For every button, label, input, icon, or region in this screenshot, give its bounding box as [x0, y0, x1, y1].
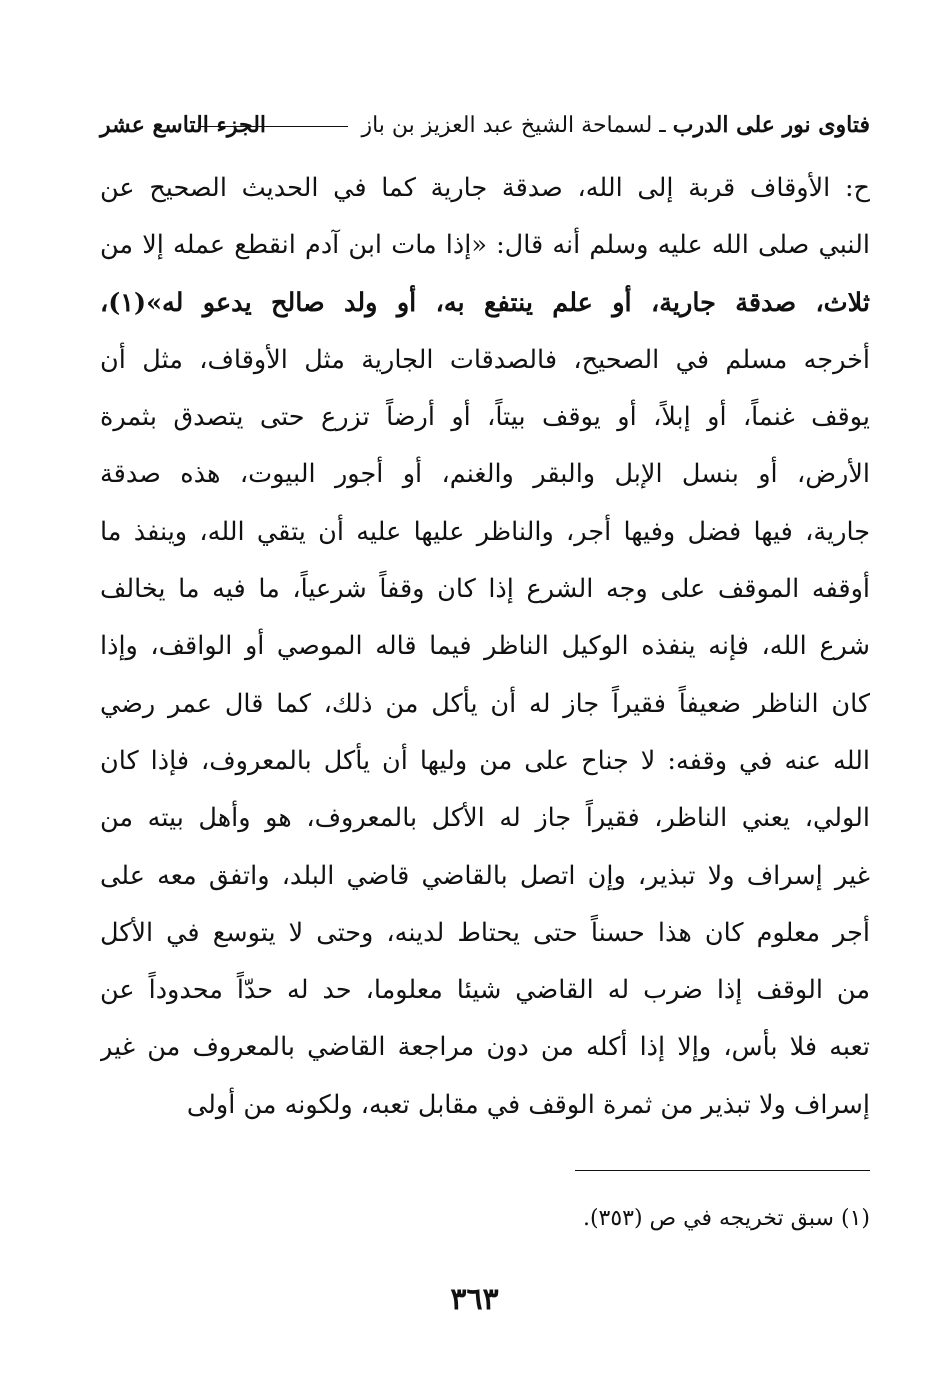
main-text	[100, 160, 870, 1134]
text-line: من الوقف إذا ضرب له القاضي شيئا معلوما، حد له حدّاً محدوداً عن	[100, 975, 870, 1006]
text-line: أجر معلوم كان هذا حسناً حتى يحتاط لدينه، وحتى لا يتوسع في الأكل	[100, 917, 870, 948]
book-title: فتاوى نور على الدرب	[672, 112, 870, 138]
footnote: (١) سبق تخريجه في ص (٣٥٣).	[582, 1206, 870, 1231]
text-line: شرع الله، فإنه ينفذه الوكيل الناظر فيما قاله الموصي أو الواقف، وإذا	[100, 631, 870, 662]
text-line: ثلاث، صدقة جارية، أو علم ينتفع به، أو ولد صالح يدعو له»(١)،	[100, 287, 870, 318]
author-name: ـ لسماحة الشيخ عبد العزيز بن باز	[361, 113, 666, 138]
text-line: أوقفه الموقف على وجه الشرع إذا كان وقفاً شرعياً، ما فيه ما يخالف	[100, 574, 870, 605]
page-number: ٣٦٣	[450, 1282, 499, 1317]
footnote-divider	[575, 1170, 870, 1171]
text-line: تعبه فلا بأس، وإلا إذا أكله من دون مراجعة القاضي بالمعروف من غير	[100, 1032, 870, 1063]
text-line: غير إسراف ولا تبذير، وإن اتصل بالقاضي قاضي البلد، واتفق معه على	[100, 860, 870, 891]
text-line: جارية، فيها فضل وفيها أجر، والناظر عليها عليه أن يتقي الله، وينفذ ما	[100, 516, 870, 547]
text-line: الله عنه في وقفه: لا جناح على من وليها أن يأكل بالمعروف، فإذا كان	[100, 745, 870, 776]
text-line: كان الناظر ضعيفاً فقيراً جاز له أن يأكل من ذلك، كما قال عمر رضي	[100, 688, 870, 719]
text-line: أخرجه مسلم في الصحيح، فالصدقات الجارية مثل الأوقاف، مثل أن	[100, 344, 870, 375]
text-line: ح: الأوقاف قربة إلى الله، صدقة جارية كما في الحديث الصحيح عن	[100, 173, 870, 203]
text-line: الأرض، أو بنسل الإبل والبقر والغنم، أو أجور البيوت، هذه صدقة	[100, 459, 870, 490]
part-label: الجزء التاسع عشر	[100, 112, 267, 138]
text-line: الولي، يعني الناظر، فقيراً جاز له الأكل بالمعروف، هو وأهل بيته من	[100, 803, 870, 834]
running-header	[100, 112, 870, 152]
text-line: يوقف غنماً، أو إبلاً، أو يوقف بيتاً، أو أرضاً تزرع حتى يتصدق بثمرة	[100, 402, 870, 433]
text-line: النبي صلى الله عليه وسلم أنه قال: «إذا مات ابن آدم انقطع عمله إلا من	[100, 230, 870, 261]
text-line: إسراف ولا تبذير من ثمرة الوقف في مقابل تعبه، ولكونه من أولى	[186, 1089, 870, 1120]
